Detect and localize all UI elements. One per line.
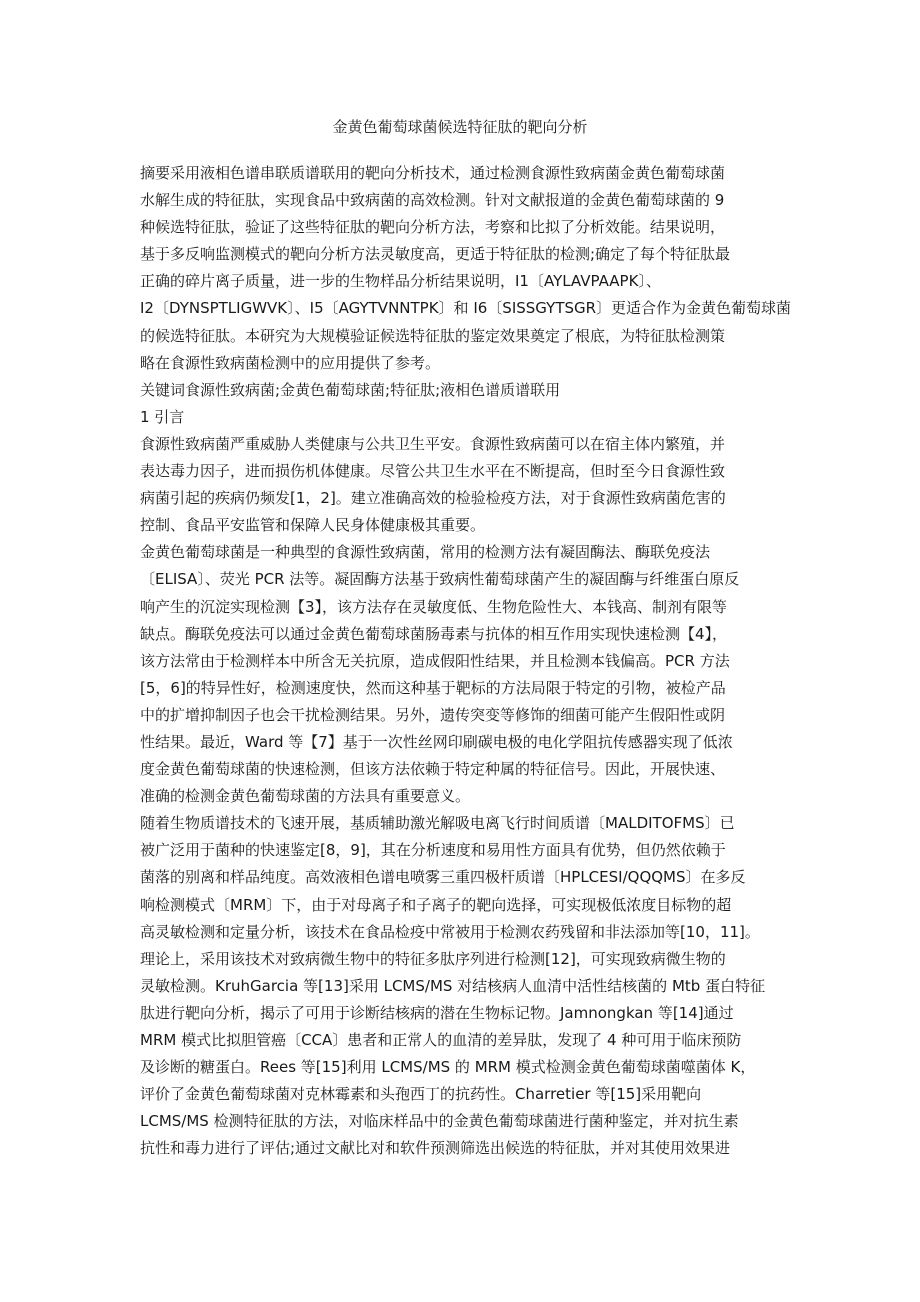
text-line: 被广泛用于菌种的快速鉴定[8，9]，其在分析速度和易用性方面具有优势，但仍然依赖于 [140, 841, 726, 860]
document-body [140, 160, 900, 1162]
text-line: 肽进行靶向分析，揭示了可用于诊断结核病的潜在生物标记物。Jamnongkan 等[14]通过 [140, 1003, 734, 1022]
text-line: 及诊断的糖蛋白。Rees 等[15]利用 LCMS/MS 的 MRM 模式检测金黄色葡萄球菌噬菌体 K， [140, 1058, 756, 1077]
text-line: 种候选特征肽，验证了这些特征肽的靶向分析方法，考察和比拟了分析效能。结果说明， [140, 218, 726, 237]
text-line: [5，6]的特异性好，检测速度快，然而这种基于靶标的方法局限于特定的引物，被检产品 [140, 678, 726, 697]
text-line: I2〔DYNSPTLIGWVK〕、I5〔AGYTVNNTPK〕和 I6〔SISSGYTSGR〕更适合作为金黄色葡萄球菌 [140, 299, 792, 318]
document-title: 金黄色葡萄球菌候选特征肽的靶向分析 [332, 118, 588, 136]
text-line: 食源性致病菌严重威胁人类健康与公共卫生平安。食源性致病菌可以在宿主体内繁殖，并 [140, 434, 726, 453]
text-line: 该方法常由于检测样本中所含无关抗原，造成假阳性结果，并且检测本钱偏高。PCR 方法 [140, 651, 730, 670]
text-line: 菌落的别离和样品纯度。高效液相色谱电喷雾三重四极杆质谱〔HPLCESI/QQQMS〕在多反 [140, 868, 746, 887]
text-line: 中的扩增抑制因子也会干扰检测结果。另外，遗传突变等修饰的细菌可能产生假阳性或阴 [140, 705, 726, 724]
text-line: 水解生成的特征肽，实现食品中致病菌的高效检测。针对文献报道的金黄色葡萄球菌的 9 [140, 191, 725, 210]
text-line: MRM 模式比拟胆管癌〔CCA〕患者和正常人的血清的差异肽，发现了 4 种可用于临床预防 [140, 1031, 742, 1049]
section-heading: 1 引言 [140, 407, 185, 426]
text-line: 性结果。最近，Ward 等【7】基于一次性丝网印刷碳电极的电化学阻抗传感器实现了低浓 [140, 732, 733, 751]
text-line: 金黄色葡萄球菌是一种典型的食源性致病菌，常用的检测方法有凝固酶法、酶联免疫法 [140, 543, 711, 562]
text-line: 〔ELISA〕、荧光 PCR 法等。凝固酶方法基于致病性葡萄球菌产生的凝固酶与纤维蛋白原反 [140, 570, 740, 589]
text-line: 控制、食品平安监管和保障人民身体健康极其重要。 [140, 516, 486, 535]
text-line: 评价了金黄色葡萄球菌对克林霉素和头孢西丁的抗药性。Charretier 等[15]采用靶向 [140, 1085, 702, 1104]
text-line: 表达毒力因子，进而损伤机体健康。尽管公共卫生水平在不断提高，但时至今日食源性致 [140, 462, 726, 481]
text-line: 理论上，采用该技术对致病微生物中的特征多肽序列进行检测[12]，可实现致病微生物的 [140, 949, 726, 968]
text-line: 随着生物质谱技术的飞速开展，基质辅助激光解吸电离飞行时间质谱〔MALDITOFMS〕已 [140, 814, 735, 833]
text-line: 缺点。酶联免疫法可以通过金黄色葡萄球菌肠毒素与抗体的相互作用实现快速检测【4】， [140, 624, 728, 643]
text-line: 响产生的沉淀实现检测【3】，该方法存在灵敏度低、生物危险性大、本钱高、制剂有限等 [140, 597, 728, 616]
text-line: 病菌引起的疾病仍频发[1，2]。建立准确高效的检验检疫方法，对于食源性致病菌危害的 [140, 489, 726, 508]
keywords-line: 关键词食源性致病菌;金黄色葡萄球菌;特征肽;液相色谱质谱联用 [140, 380, 561, 399]
text-line: 响检测模式〔MRM〕下，由于对母离子和子离子的靶向选择，可实现极低浓度目标物的超 [140, 895, 732, 914]
text-line: 基于多反响监测模式的靶向分析方法灵敏度高，更适于特征肽的检测;确定了每个特征肽最 [140, 245, 731, 264]
text-line: 略在食源性致病菌检测中的应用提供了参考。 [140, 353, 441, 372]
text-line: 正确的碎片离子质量，进一步的生物样品分析结果说明，I1〔AYLAVPAAPK〕、 [140, 272, 661, 291]
text-line: 准确的检测金黄色葡萄球菌的方法具有重要意义。 [140, 787, 471, 806]
text-line: 高灵敏检测和定量分析，该技术在食品检疫中常被用于检测农药残留和非法添加等[10，11]。 [140, 922, 760, 941]
text-line: 的候选特征肽。本研究为大规模验证候选特征肽的鉴定效果奠定了根底，为特征肽检测策 [140, 326, 726, 345]
text-line: 度金黄色葡萄球菌的快速检测，但该方法依赖于特定种属的特征信号。因此，开展快速、 [140, 760, 726, 779]
text-line: LCMS/MS 检测特征肽的方法，对临床样品中的金黄色葡萄球菌进行菌种鉴定，并对抗生素 [140, 1112, 739, 1131]
text-line: 灵敏检测。KruhGarcia 等[13]采用 LCMS/MS 对结核病人血清中活性结核菌的 Mtb 蛋白特征 [140, 976, 766, 995]
text-line: 抗性和毒力进行了评估;通过文献比对和软件预测筛选出候选的特征肽，并对其使用效果进 [140, 1139, 731, 1158]
text-line: 摘要采用液相色谱串联质谱联用的靶向分析技术，通过检测食源性致病菌金黄色葡萄球菌 [140, 164, 726, 182]
